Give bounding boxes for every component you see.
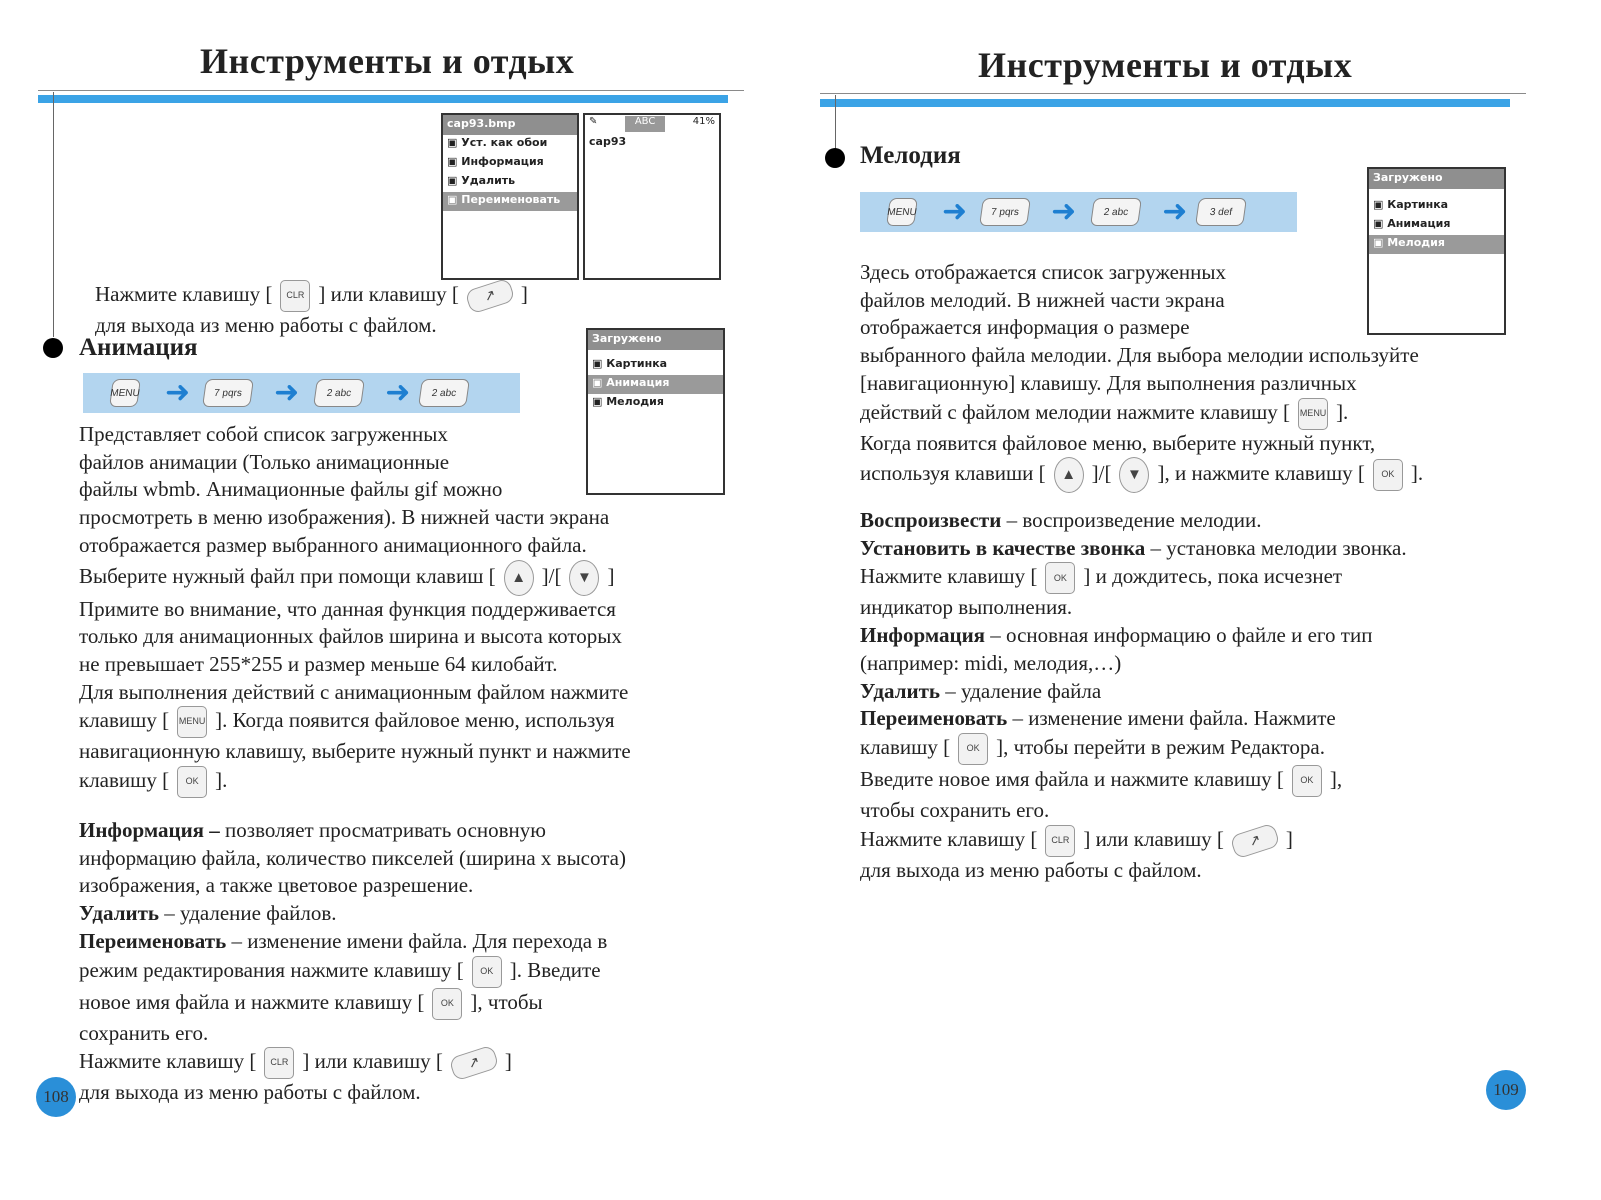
key-sequence-band — [860, 192, 1297, 232]
arrow-right-icon: ➜ — [1162, 194, 1188, 229]
key-2-icon: 2 abc — [418, 379, 470, 407]
animation-body: Представляет собой список загруженных файлов анимации (Только анимационные файлы wbmb. Анимационные файлы gif можно просмотреть в меню изображения). В нижней части экрана отображается размер выбранного анимационного файла. Выберите нужный файл при помощи клавиш [ ▲ ]/[ ▼ ] Примите во внимание, что данная функция поддерживается только для анимационных файлов ширина и высота которых не превышает 255*255 и размер меньше 64 килобайт. Для выполнения действий с анимационным файлом нажмите клавишу [ MENU ]. Когда появится файловое меню, используя навигационную клавишу, выберите нужный пункт и нажмите клавишу [ OK ]. — [79, 421, 739, 798]
page-number: 108 — [36, 1077, 76, 1117]
menu-key-icon: MENU — [886, 198, 918, 226]
animation-options: Информация – позволяет просматривать основную информацию файла, количество пикселей (ширина х высота) изображения, а также цветовое разрешение. Удалить – удаление файлов. Переименовать – изменение имени файла. Для перехода в режим редактирования нажмите клавишу [ OK ]. Введите новое имя файла и нажмите клавишу [ OK ], чтобы сохранить его. Нажмите клавишу [ CLR ] или клавишу [ ↗ ] для выхода из меню работы с файлом. — [79, 818, 626, 1105]
arrow-right-icon: ➜ — [274, 375, 300, 410]
edit-text: cap93 — [589, 135, 627, 148]
nav-down-key-icon: ▼ — [569, 560, 599, 596]
key-2-icon: 2 abc — [313, 379, 365, 407]
header-blue-rule — [38, 95, 728, 103]
ok-key-icon: OK — [1373, 459, 1403, 491]
ok-key-icon: OK — [472, 956, 502, 988]
exit-note: Нажмите клавишу [ CLR ] или клавишу [ ↗ ] для выхода из меню работы с файлом. — [95, 280, 615, 340]
input-mode: ABC — [625, 116, 666, 132]
melody-body: Здесь отображается список загруженных файлов мелодий. В нижней части экрана отображается информация о размере выбранного файла мелодии. Для выбора мелодии используйте [навигационную] клавишу. Для выполнения различных действий с файлом мелодии нажмите клавишу [ MENU ]. Когда появится файловое меню, выберите нужный пункт, используя клавиши [ ▲ ]/[ ▼ ], и нажмите клавишу [ OK ]. — [860, 259, 1540, 493]
arrow-right-icon: ➜ — [942, 194, 968, 229]
nav-down-key-icon: ▼ — [1119, 457, 1149, 493]
key-7-icon: 7 pqrs — [979, 198, 1031, 226]
section-bullet — [825, 148, 845, 168]
nav-up-key-icon: ▲ — [1054, 457, 1084, 493]
menu-item-selected: ▣ Анимация — [588, 375, 723, 394]
clr-key-icon: CLR — [264, 1047, 294, 1079]
section-title: Анимация — [79, 334, 198, 361]
menu-item: ▣ Удалить — [447, 174, 516, 187]
melody-options: Воспроизвести – воспроизведение мелодии. Установить в качестве звонка – установка мелодии звонка. Нажмите клавишу [ OK ] и дождитесь, пока исчезнет индикатор выполнения. Информация – основная информацию о файле и его тип (например: midi, мелодия,…) Удалить – удаление файла Переименовать – изменение имени файла. Нажмите клавишу [ OK ], чтобы перейти в режим Редактора. Введите новое имя файла и нажмите клавишу [ OK ], чтобы сохранить его. Нажмите клавишу [ CLR ] или клавишу [ ↗ ] для выхода из меню работы с файлом. — [860, 508, 1407, 882]
menu-item-selected: ▣ Переименовать — [443, 192, 577, 211]
nav-up-key-icon: ▲ — [504, 560, 534, 596]
menu-key-icon: MENU — [1298, 398, 1328, 430]
arrow-right-icon: ➜ — [165, 375, 191, 410]
screen-header: Загружено — [588, 330, 723, 350]
menu-key-icon: MENU — [109, 379, 141, 407]
status-bar — [585, 115, 719, 133]
key-7-icon: 7 pqrs — [202, 379, 254, 407]
header-blue-rule — [820, 99, 1510, 107]
page-number: 109 — [1486, 1070, 1526, 1110]
screen-header: Загружено — [1369, 169, 1504, 189]
section-bullet — [43, 338, 63, 358]
margin-line — [835, 95, 836, 155]
menu-item: ▣ Анимация — [1373, 217, 1451, 230]
menu-item: ▣ Информация — [447, 155, 544, 168]
menu-item: ▣ Уст. как обои — [447, 136, 548, 149]
file-menu-screen — [441, 113, 579, 280]
end-key-icon: ↗ — [448, 1045, 499, 1082]
ok-key-icon: OK — [958, 733, 988, 765]
menu-key-icon: MENU — [177, 706, 207, 738]
battery-level: 41% — [692, 116, 715, 127]
clr-key-icon: CLR — [1045, 825, 1075, 857]
arrow-right-icon: ➜ — [1051, 194, 1077, 229]
arrow-right-icon: ➜ — [385, 375, 411, 410]
page-title: Инструменты и отдых — [978, 45, 1353, 85]
header-thin-line — [820, 93, 1526, 94]
screen-header: cap93.bmp — [443, 115, 577, 135]
end-key-icon: ↗ — [464, 277, 515, 314]
key-sequence-band — [83, 373, 520, 413]
pen-icon: ✎ — [589, 116, 598, 127]
margin-line — [53, 92, 54, 337]
end-key-icon: ↗ — [1229, 822, 1280, 859]
key-3-icon: 3 def — [1195, 198, 1247, 226]
menu-item: ▣ Мелодия — [592, 395, 664, 408]
ok-key-icon: OK — [432, 988, 462, 1020]
header-thin-line — [38, 90, 744, 91]
key-2-icon: 2 abc — [1090, 198, 1142, 226]
rename-edit-screen — [583, 113, 721, 280]
menu-item: ▣ Картинка — [1373, 198, 1449, 211]
page-title: Инструменты и отдых — [200, 41, 575, 81]
ok-key-icon: OK — [177, 766, 207, 798]
clr-key-icon: CLR — [280, 280, 310, 312]
menu-item-selected: ▣ Мелодия — [1369, 235, 1504, 254]
ok-key-icon: OK — [1045, 562, 1075, 594]
section-title: Мелодия — [860, 142, 961, 169]
ok-key-icon: OK — [1292, 765, 1322, 797]
menu-item: ▣ Картинка — [592, 357, 668, 370]
